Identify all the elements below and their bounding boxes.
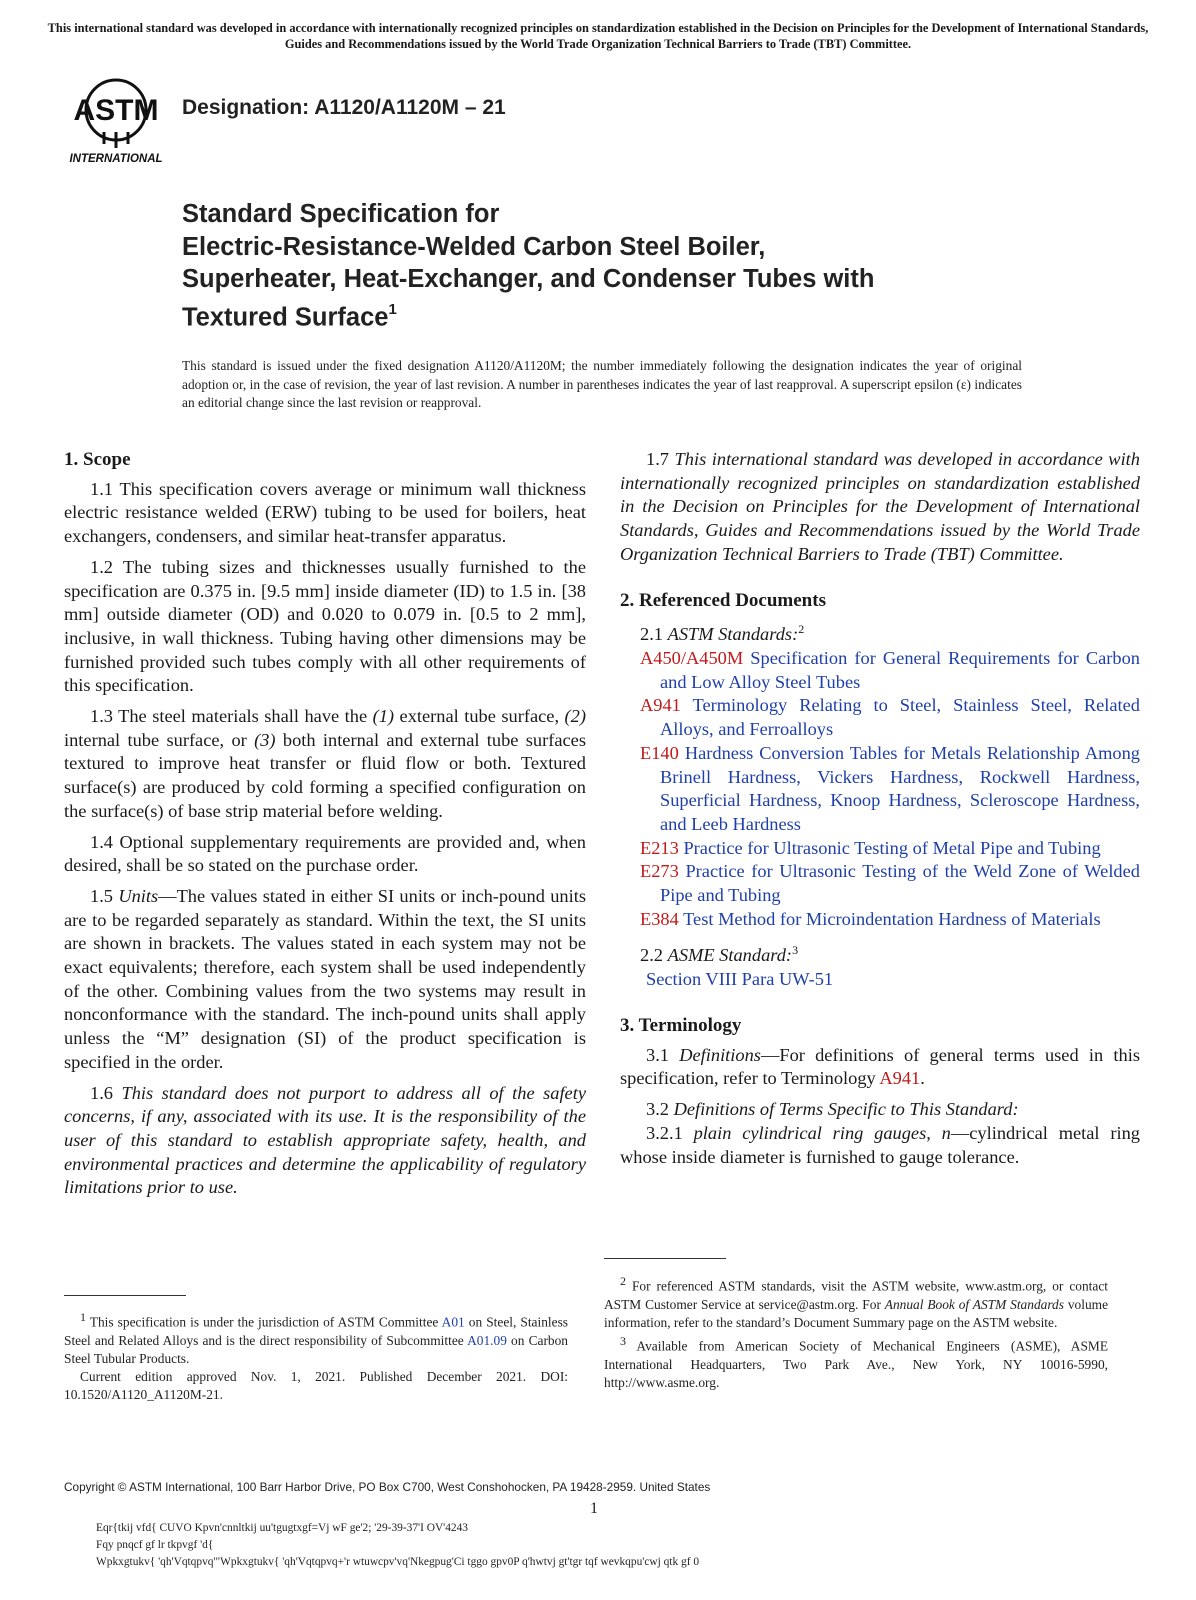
fn1-c: on Carbon Steel Tubular Products. xyxy=(64,1332,568,1366)
fn3-mark: 3 xyxy=(620,1334,626,1349)
astm-footnote-mark: 2 xyxy=(798,622,805,637)
p13-d: both internal and external tube surfaces textured to improve heat transfer or fluid flow or both. Textured surface(s) are produced by cold forming a specified configuration on the surface(s) of base strip material before welding. xyxy=(64,729,586,821)
p13-b: external tube surface, xyxy=(394,706,565,727)
reference-title[interactable]: Terminology Relating to Steel, Stainless Steel, Related Alloys, and Ferroalloys xyxy=(660,695,1140,740)
asme-label: ASME Standard: xyxy=(667,945,793,966)
fn1-mark: 1 xyxy=(80,1310,86,1324)
title-footnote-mark: 1 xyxy=(388,300,397,318)
footnotes-right xyxy=(604,1272,1108,1392)
astm-standards-label xyxy=(620,618,1140,647)
paragraph-1-6 xyxy=(64,1082,586,1201)
reference-code[interactable]: E140 xyxy=(640,742,679,763)
reference-code[interactable]: A941 xyxy=(640,695,681,716)
logo-subtext: INTERNATIONAL xyxy=(69,153,163,165)
title-line-4-text: Textured Surface xyxy=(182,303,389,331)
issued-note: This standard is issued under the fixed designation A1120/A1120M; the number immediately following the designation indicates the year of original adoption or, in the case of revision, the year of last revision. A number in parentheses indicates the year of last reapproval. A superscript epsilon (ε) indicates an editorial change since the last revision or reapproval. xyxy=(182,358,1022,411)
p321-term: plain cylindrical ring gauges, n xyxy=(693,1122,951,1143)
astm-label: ASTM Standards: xyxy=(667,624,799,645)
p31-end: . xyxy=(920,1068,925,1089)
title-line-1: Standard Specification for xyxy=(182,200,500,228)
fn1-a: This specification is under the jurisdiction of ASTM Committee xyxy=(86,1314,442,1330)
fn2-a: For referenced ASTM standards, visit the ASTM website, www.astm.org, or contact ASTM Customer Service at service@astm.org. For xyxy=(604,1278,1108,1312)
fn3-text: Available from American Society of Mechanical Engineers (ASME), ASME International Headquarters, Two Park Ave., New York, NY 10016-5990, http://www.asme.org. xyxy=(604,1338,1108,1390)
p15-text: —The values stated in either SI units or inch-pound units are to be regarded separately as standard. Within the text, the SI units are shown in brackets. The values stated in each system may not be exact equivalents; therefore, each system shall be used independently of the other. Combining values from the two systems may result in nonconformance with the standard. The inch-pound units shall apply unless the “M” designation (SI) of the product specification is specified in the order. xyxy=(64,885,586,1072)
reference-title[interactable]: Hardness Conversion Tables for Metals Relationship Among Brinell Hardness, Vickers Hardness, Rockwell Hardness, Superficial Hardness, Knoop Hardness, Scleroscope Hardness, and Leeb Hardness xyxy=(660,742,1141,834)
right-column xyxy=(620,448,1140,1169)
p13-i1: (1) xyxy=(372,706,395,727)
fn2-italic: Annual Book of ASTM Standards xyxy=(884,1296,1064,1312)
license-line-3: Wpkxgtukv{ 'qh'Vqtqpvq'"Wpkxgtukv{ 'qh'Vqtqpvq+'r wtuwcpv'vq'Nkegpug'Ci tggo gpv0P q'hwtvj gt'tgr tqf wevkqpu'cwj qtk gf 0 xyxy=(96,1556,700,1568)
reference-code[interactable]: E273 xyxy=(640,861,679,882)
p31-text: —For definitions of general terms used in this specification, refer to Terminology xyxy=(620,1044,1140,1089)
footnote-rule-right xyxy=(604,1258,726,1259)
footnote-1-text xyxy=(64,1308,568,1368)
p16-text: This standard does not purport to address all of the safety concerns, if any, associated with its use. It is the responsibility of the user of this standard to establish appropriate safety, health, and environmental practices and determine the applicability of regulatory limitations prior to use. xyxy=(64,1082,586,1198)
reference-item[interactable] xyxy=(620,908,1140,932)
license-line-1: Eqr{tkij vfd{ CUVO Kpvn'cnnltkij uu'tgugtxgf=Vj wF ge'2; '29-39-37'I OV'4243 xyxy=(96,1522,468,1534)
paragraph-3-2-1 xyxy=(620,1122,1140,1169)
reference-title[interactable]: Practice for Ultrasonic Testing of Metal Pipe and Tubing xyxy=(683,837,1101,858)
title-line-3: Superheater, Heat-Exchanger, and Condenser Tubes with xyxy=(182,265,875,293)
p13-c: internal tube surface, or xyxy=(64,729,255,750)
reference-item[interactable] xyxy=(620,647,1140,694)
p16-num: 1.6 xyxy=(90,1082,122,1103)
p17-num: 1.7 xyxy=(646,449,675,469)
asme-standard-label xyxy=(620,939,1140,968)
subcommittee-a0109-link[interactable]: A01.09 xyxy=(467,1332,507,1348)
wto-notice: This international standard was developed in accordance with internationally recognized principles on standardization established in the Decision on Principles for the Development of International Standards, Guides and Recommendations issued by the World Trade Organization Technical Barriers to Trade (TBT) Committee. xyxy=(47,21,1149,51)
footnote-rule-left xyxy=(64,1295,186,1296)
left-column xyxy=(64,448,586,1200)
p13-a: 1.3 The steel materials shall have the xyxy=(90,706,373,727)
p15-units: Units xyxy=(118,885,159,906)
logo-mark-text: ASTM xyxy=(73,94,159,127)
scope-heading: 1. Scope xyxy=(64,449,131,470)
p32-label: Definitions of Terms Specific to This Standard: xyxy=(673,1099,1019,1120)
footnote-1-edition: Current edition approved Nov. 1, 2021. Published December 2021. DOI: 10.1520/A1120_A1120M-21. xyxy=(64,1369,568,1403)
license-stamp xyxy=(96,1520,699,1571)
asme-reference-link[interactable]: Section VIII Para UW-51 xyxy=(646,969,834,990)
reference-code[interactable]: E384 xyxy=(640,908,679,929)
title-line-4 xyxy=(182,296,1042,334)
fn1-b: on Steel, Stainless Steel and Related Alloys and is the direct responsibility of Subcommittee xyxy=(64,1314,568,1348)
astm-logo xyxy=(64,70,168,166)
paragraph-1-7 xyxy=(620,448,1140,567)
a941-link[interactable]: A941 xyxy=(879,1068,921,1089)
asme-footnote-mark: 3 xyxy=(792,943,799,958)
p15-num: 1.5 xyxy=(90,885,119,906)
p321-text: —cylindrical metal ring whose inside diameter is furnished to gauge tolerance. xyxy=(620,1122,1140,1167)
reference-item[interactable] xyxy=(620,694,1140,741)
terminology-heading: 3. Terminology xyxy=(620,1015,742,1037)
p32-num: 3.2 xyxy=(646,1099,674,1120)
footnote-2 xyxy=(604,1272,1108,1332)
asme-num: 2.2 xyxy=(640,945,668,966)
reference-title[interactable]: Test Method for Microindentation Hardness of Materials xyxy=(683,908,1101,929)
page-number: 1 xyxy=(590,1500,598,1517)
p17-text: This international standard was developed in accordance with internationally recognized principles on standardization established in the Decision on Principles for the Development of International Standards, Guides and Recommendations issued by the World Trade Organization Technical Barriers to Trade (TBT) Committee. xyxy=(620,449,1140,564)
footnote-3 xyxy=(604,1332,1108,1392)
fn2-mark: 2 xyxy=(620,1274,626,1288)
p13-i2: (2) xyxy=(564,706,586,727)
fn2-b: volume information, refer to the standard’s Document Summary page on the ASTM website. xyxy=(604,1296,1109,1330)
reference-item[interactable] xyxy=(620,860,1140,907)
paragraph-1-1: 1.1 This specification covers average or minimum wall thickness electric resistance welded (ERW) tubing to be used for boilers, heat exchangers, condensers, and similar heat-transfer apparatus. xyxy=(64,478,586,547)
reference-item[interactable] xyxy=(620,837,1140,861)
copyright-line: Copyright © ASTM International, 100 Barr Harbor Drive, PO Box C700, West Conshohocken, PA 19428-2959. United States xyxy=(64,1480,711,1494)
paragraph-3-2 xyxy=(620,1098,1140,1122)
reference-code[interactable]: E213 xyxy=(640,837,679,858)
reference-title[interactable]: Practice for Ultrasonic Testing of the Weld Zone of Welded Pipe and Tubing xyxy=(660,861,1140,906)
document-title xyxy=(182,198,1042,334)
referenced-documents-heading: 2. Referenced Documents xyxy=(620,589,826,611)
p31-num: 3.1 xyxy=(646,1044,680,1065)
license-line-2: Fqy pnqcf gf lr tkpvgf 'd{ xyxy=(96,1539,214,1551)
paragraph-1-4: 1.4 Optional supplementary requirements are provided and, when desired, shall be so stated on the purchase order. xyxy=(64,831,586,876)
reference-code[interactable]: A450/A450M xyxy=(640,648,744,669)
title-line-2: Electric-Resistance-Welded Carbon Steel Boiler, xyxy=(182,232,766,261)
footnote-1 xyxy=(64,1308,568,1404)
paragraph-1-5 xyxy=(64,885,586,1075)
reference-title[interactable]: Specification for General Requirements for Carbon and Low Alloy Steel Tubes xyxy=(660,648,1140,692)
designation: Designation: A1120/A1120M – 21 xyxy=(182,96,506,119)
p13-i3: (3) xyxy=(254,729,276,750)
committee-a01-link[interactable]: A01 xyxy=(441,1314,465,1330)
reference-item[interactable] xyxy=(620,742,1140,837)
astm-num: 2.1 xyxy=(640,624,668,645)
paragraph-1-2: 1.2 The tubing sizes and thicknesses usually furnished to the specification are 0.375 in. [9.5 mm] inside diameter (ID) to 1.5 in. [38 mm] outside diameter (OD) and 0.020 to 0.079 in. [0.5 to 2 mm], inclusive, in wall thickness. Tubing having other dimensions may be furnished provided such tubes comply with all other requirements of this specification. xyxy=(64,556,586,696)
p31-label: Definitions xyxy=(679,1044,761,1065)
paragraph-3-1 xyxy=(620,1044,1140,1091)
paragraph-1-3 xyxy=(64,705,586,824)
p321-num: 3.2.1 xyxy=(646,1122,694,1143)
